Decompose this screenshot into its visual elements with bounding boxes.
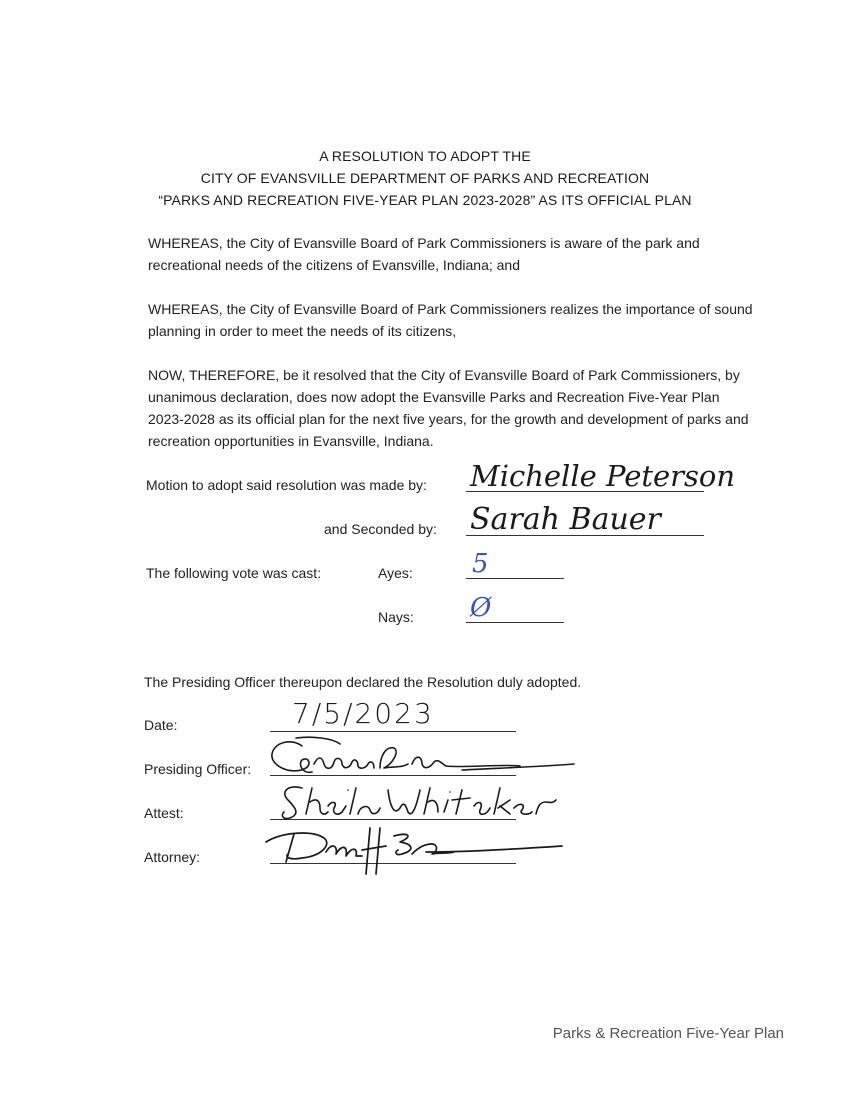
- date-label: Date:: [144, 717, 178, 733]
- attorney-signature: [262, 822, 572, 878]
- presiding-officer-label: Presiding Officer:: [144, 761, 252, 777]
- whereas-paragraph-1: WHEREAS, the City of Evansville Board of Park Commissioners is aware of the park and recreational needs of the citizens of Evansville, Indiana; and: [148, 235, 700, 273]
- nays-count: Ø: [470, 593, 492, 623]
- presiding-officer-signature: [262, 734, 582, 784]
- resolution-title-line-2: CITY OF EVANSVILLE DEPARTMENT OF PARKS AND RECREATION: [200, 170, 650, 186]
- whereas-paragraph-2: WHEREAS, the City of Evansville Board of Park Commissioners realizes the importance of sound planning in order to meet the needs of its citizens,: [148, 301, 753, 339]
- declaration-text: The Presiding Officer thereupon declared the Resolution duly adopted.: [144, 674, 582, 690]
- footer-document-title: Parks & Recreation Five-Year Plan: [552, 1025, 784, 1042]
- ayes-label: Ayes:: [378, 565, 413, 581]
- seconded-signature: Sarah Bauer: [470, 502, 661, 537]
- attest-label: Attest:: [144, 805, 184, 821]
- date-value: 7/5/2023: [292, 697, 434, 730]
- attest-signature: [276, 778, 576, 826]
- motion-label: Motion to adopt said resolution was made by:: [146, 477, 427, 493]
- vote-label: The following vote was cast:: [146, 565, 322, 581]
- ayes-count: 5: [472, 549, 489, 579]
- date-line: [270, 731, 516, 732]
- resolution-title-line-3: “PARKS AND RECREATION FIVE-YEAR PLAN 2023-2028” AS ITS OFFICIAL PLAN: [158, 192, 692, 208]
- nays-label: Nays:: [378, 609, 414, 625]
- attorney-label: Attorney:: [144, 849, 201, 865]
- resolved-paragraph: NOW, THEREFORE, be it resolved that the City of Evansville Board of Park Commissioners, by unanimous declaration, does now adopt the Evansville Parks and Recreation Five-Year Plan 2023-2028 as its official plan for the next five years, for the growth and development of parks and recreation opportunities in Evansville, Indiana.: [148, 367, 749, 449]
- seconded-label: and Seconded by:: [324, 521, 437, 537]
- motion-signature: Michelle Peterson: [470, 459, 736, 493]
- resolution-title-line-1: A RESOLUTION TO ADOPT THE: [319, 148, 531, 164]
